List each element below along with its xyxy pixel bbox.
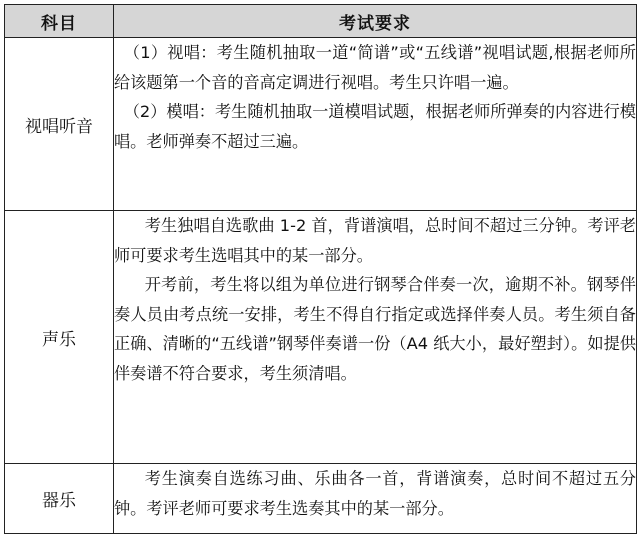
table-row — [5, 464, 637, 534]
subject-cell: 声乐 — [5, 211, 114, 464]
subject-cell: 视唱听音 — [5, 38, 114, 211]
header-row — [5, 5, 637, 38]
requirement-cell — [114, 211, 637, 464]
subject-cell: 器乐 — [5, 464, 114, 534]
table-row — [5, 38, 637, 211]
table-row — [5, 211, 637, 464]
requirement-cell — [114, 38, 637, 211]
requirement-paragraph: （2）模唱：考生随机抽取一道模唱试题，根据老师所弹奏的内容进行模唱。老师弹奏不超过三遍。 — [114, 102, 636, 151]
requirement-paragraph: （1）视唱：考生随机抽取一道“简谱”或“五线谱”视唱试题,根据老师所给该题第一个音的音高定调进行视唱。考生只许唱一遍。 — [114, 43, 636, 92]
requirement-cell — [114, 464, 637, 534]
header-subject: 科目 — [5, 5, 114, 38]
requirement-paragraph: 开考前，考生将以组为单位进行钢琴合伴奏一次，逾期不补。钢琴伴奏人员由考点统一安排，考生不得自行指定或选择伴奏人员。考生须自备正确、清晰的“五线谱”钢琴伴奏谱一份（A4 纸大小，最好塑封）。如提供伴奏谱不符合要求，考生须清唱。 — [114, 275, 636, 383]
requirement-paragraph: 考生独唱自选歌曲 1-2 首，背谱演唱，总时间不超过三分钟。考评老师可要求考生选唱其中的某一部分。 — [114, 216, 636, 265]
requirement-paragraph: 考生演奏自选练习曲、乐曲各一首，背谱演奏，总时间不超过五分钟。考评老师可要求考生选奏其中的某一部分。 — [114, 469, 636, 518]
header-requirement: 考试要求 — [114, 5, 637, 38]
requirements-table — [4, 4, 637, 534]
